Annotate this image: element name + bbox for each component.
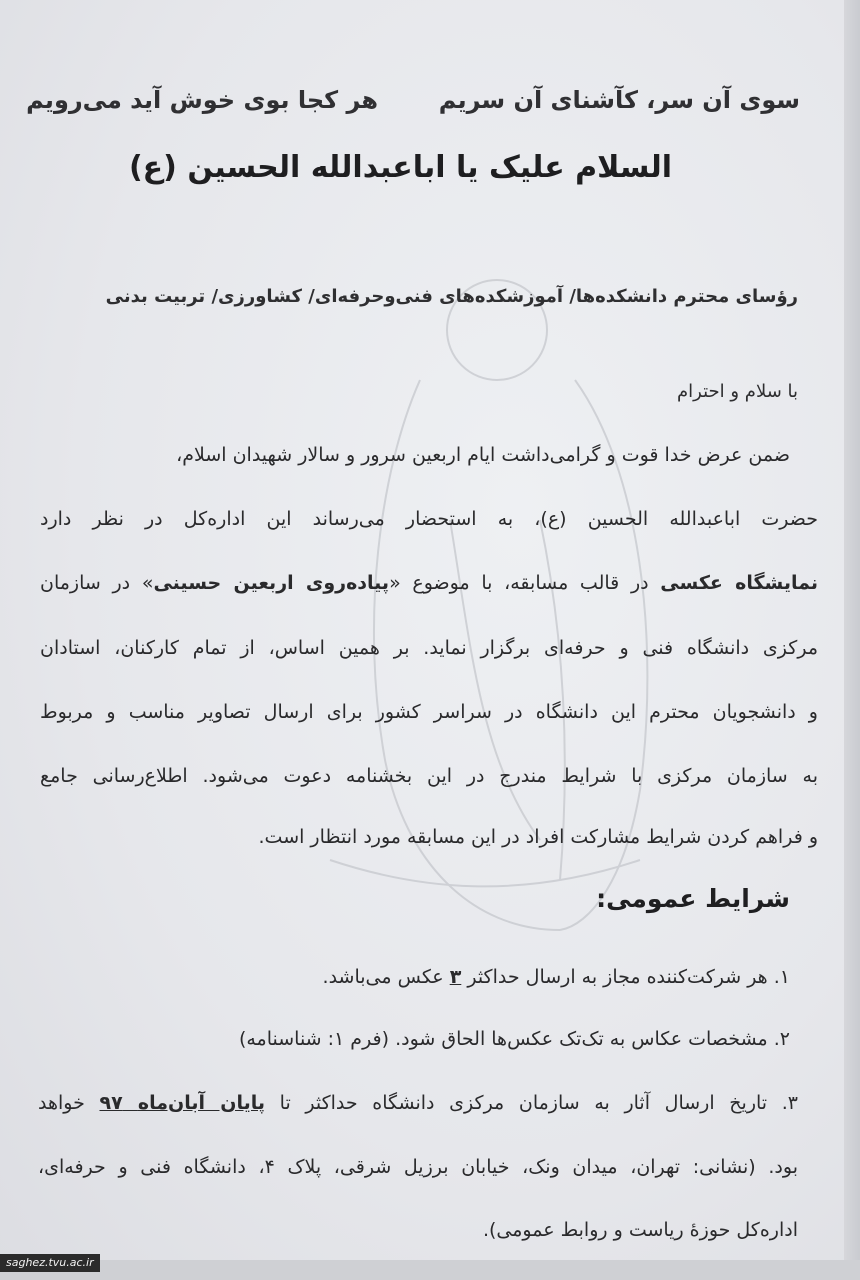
letter-addressee: رؤسای محترم دانشکده‌ها/ آموزشکده‌های فنی‌وحرفه‌ای/ کشاورزی/ تربیت بدنی xyxy=(105,286,798,307)
source-watermark-badge: saghez.tvu.ac.ir xyxy=(0,1254,100,1272)
max-photo-count: ۳ xyxy=(449,966,462,988)
exhibition-title: نمایشگاه عکسی xyxy=(660,572,818,594)
body-line-1: ضمن عرض خدا قوت و گرامی‌داشت ایام اربعین سرور و سالار شهیدان اسلام، xyxy=(176,444,790,466)
condition-1 xyxy=(323,966,790,988)
poem-hemistich-right: هر کجا بوی خوش آید می‌رویم xyxy=(26,86,379,114)
body-line-3-middle: در قالب مسابقه، با موضوع « xyxy=(389,572,661,594)
competition-topic: پیاده‌روی اربعین حسینی xyxy=(153,572,390,594)
salutation-heading: السلام علیک یا اباعبدالله الحسین (ع) xyxy=(128,150,672,185)
body-line-6: به سازمان مرکزی با شرایط مندرج در این بخشنامه دعوت می‌شود. اطلاع‌رسانی جامع xyxy=(40,765,818,787)
letter-greeting: با سلام و احترام xyxy=(677,381,798,402)
page-edge-shadow xyxy=(844,0,860,1280)
deadline-year: ۹۷ xyxy=(99,1092,123,1114)
body-line-7: و فراهم کردن شرایط مشارکت افراد در این مسابقه مورد انتظار است. xyxy=(258,826,818,848)
condition-3-line-1 xyxy=(38,1092,798,1114)
body-line-4: مرکزی دانشگاه فنی و حرفه‌ای برگزار نماید. بر همین اساس، از تمام کارکنان، استادان xyxy=(40,637,818,659)
poem-hemistich-left: سوی آن سر، کآشنای آن سریم xyxy=(438,86,800,114)
deadline-month: پایان آبان‌ماه xyxy=(137,1092,266,1114)
conditions-heading: شرایط عمومی: xyxy=(596,884,790,913)
condition-2: ۲. مشخصات عکاس به تک‌تک عکس‌ها الحاق شود. (فرم ۱: شناسنامه) xyxy=(238,1028,790,1050)
page-bottom-edge xyxy=(0,1260,860,1280)
condition-3-prefix: ۳. تاریخ ارسال آثار به سازمان مرکزی دانشگاه حداکثر تا xyxy=(265,1092,798,1114)
condition-3-line-2: بود. (نشانی: تهران، میدان ونک، خیابان برزیل شرقی، پلاک ۴، دانشگاه فنی و حرفه‌ای، xyxy=(38,1156,798,1178)
body-line-3-end: » در سازمان xyxy=(40,572,154,594)
condition-1-prefix: ۱. هر شرکت‌کننده مجاز به ارسال حداکثر xyxy=(461,966,790,988)
body-line-3 xyxy=(40,572,818,594)
condition-3-suffix: خواهد xyxy=(38,1092,100,1114)
body-line-5: و دانشجویان محترم این دانشگاه در سراسر کشور برای ارسال تصاویر مناسب و مربوط xyxy=(40,701,818,723)
body-line-2: حضرت اباعبدالله الحسین (ع)، به استحضار می‌رساند این اداره‌کل در نظر دارد xyxy=(40,508,818,530)
condition-3-line-3: اداره‌کل حوزۀ ریاست و روابط عمومی). xyxy=(482,1219,798,1241)
condition-1-suffix: عکس می‌باشد. xyxy=(322,966,450,988)
poem-verse xyxy=(26,86,800,114)
